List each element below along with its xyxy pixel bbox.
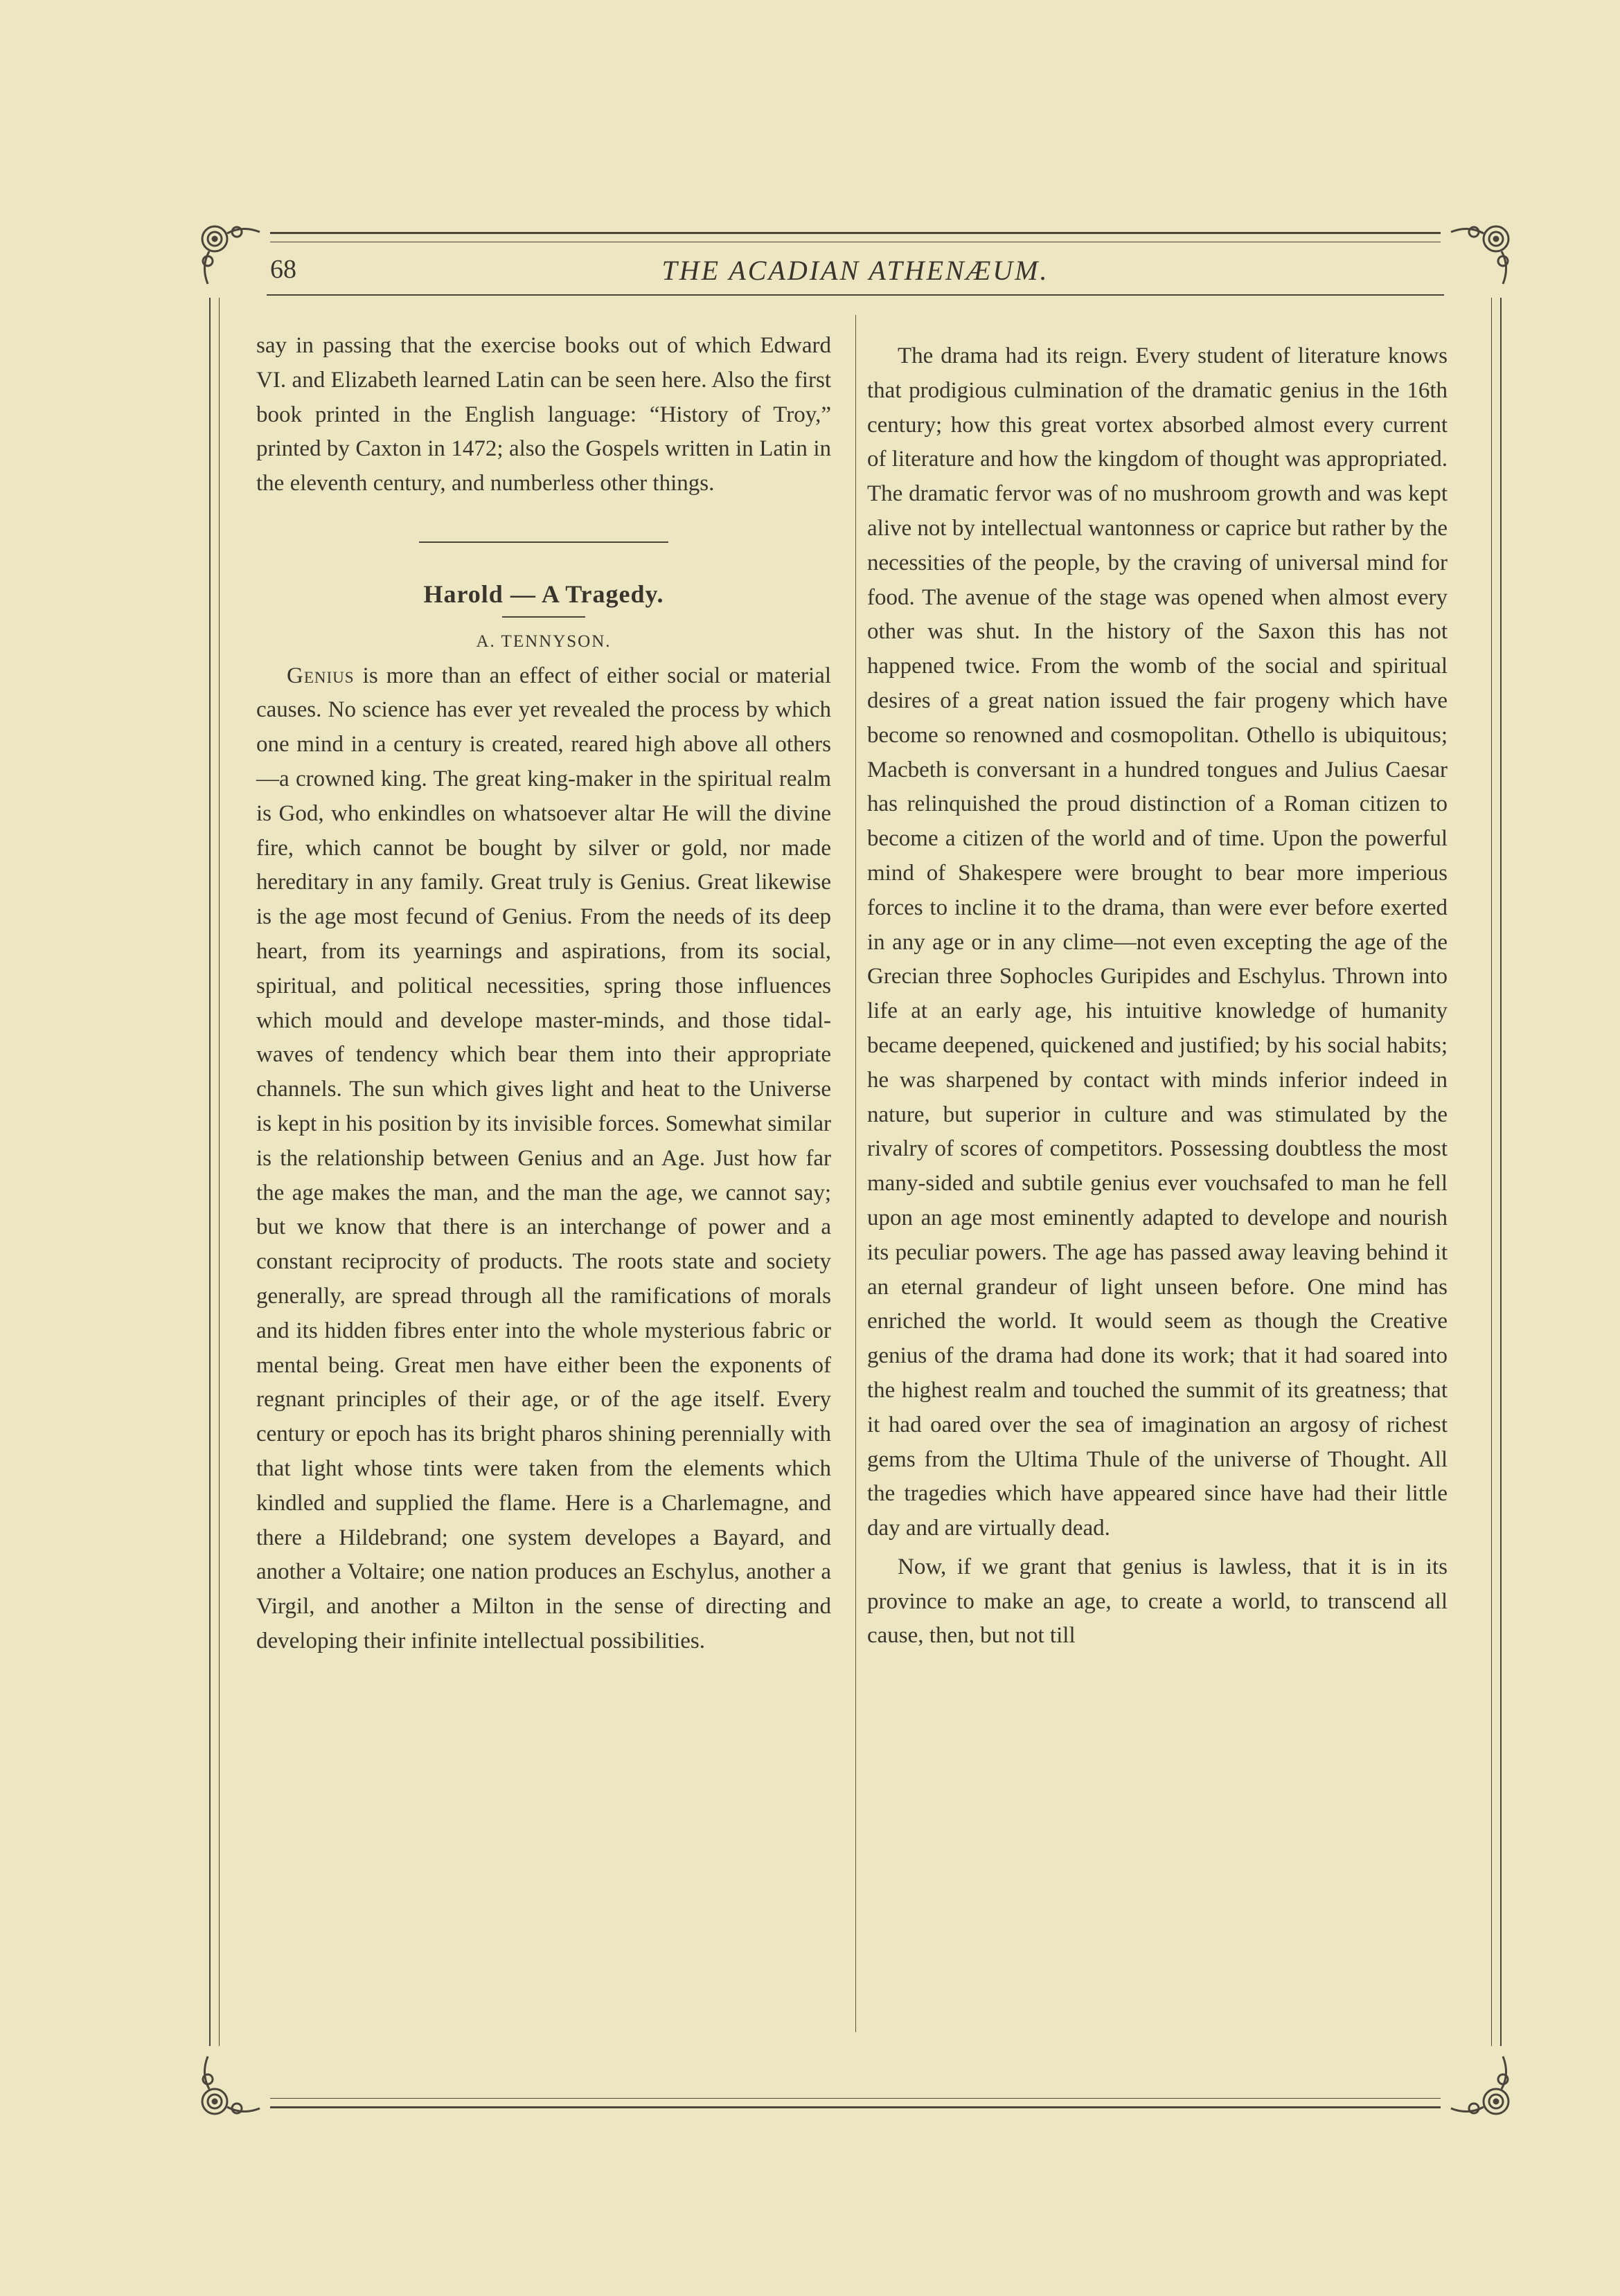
border-rule [1500, 298, 1502, 2046]
journal-title: THE ACADIAN ATHENÆUM. [661, 255, 1049, 286]
border-rule [270, 2098, 1441, 2099]
left-column [256, 329, 831, 1659]
article-paragraph: The drama had its reign. Every student of literature knows that prodigious culmination of the dramatic genius in the 16th century; how this great vortex absorbed almost every current of literature and how the kingdom of thought was appropriated. The dramatic fervor was of no mushroom growth and was kept alive not by intellectual wantonness or caprice but rather by the necessities of the people, by the craving of universal mind for food. The avenue of the stage was opened when almost every other was shut. In the history of the Saxon this has not happened twice. From the womb of the social and spiritual desires of a great nation issued the fair progeny which have become so renowned and cosmopolitan. Othello is ubiquitous; Macbeth is conversant in a hundred tongues and Julius Caesar has relinquished the proud distinction of a Roman citizen to become a citizen of the world and of time. Upon the powerful mind of Shakespere were brought to bear more imperious forces to incline it to the drama, than were ever before exerted in any age or in any clime—not even excepting the age of the Grecian three Sophocles Guripides and Eschylus. Thrown into life at an early age, his intuitive knowledge of humanity became deepened, quickened and justified; by his social habits; he was sharpened by contact with minds inferior indeed in nature, but superior in culture and was stimulated by the rivalry of scores of competitors. Possessing doubtless the most many-sided and subtile genius ever vouchsafed to man he fell upon an age most eminently adapted to develope and nourish its peculiar powers. The age has passed away leaving behind it an eternal grandeur of light unseen before. One mind has enriched the world. It would seem as though the Creative genius of the drama had done its work; that it had soared into the highest realm and touched the summit of its greatness; that it had oared over the sea of imagination an argosy of richest gems from the Ultima Thule of the universe of Thought. All the tragedies which have appeared since have had their little day and are virtually dead. [867, 343, 1448, 1541]
article-byline: A. TENNYSON. [476, 631, 612, 651]
column-divider [855, 315, 856, 2032]
border-rule [209, 298, 211, 2046]
ornament-corner-icon [1441, 2046, 1517, 2122]
border-rule [1491, 298, 1492, 2046]
border-rule [219, 298, 220, 2046]
ornament-corner-icon [194, 218, 270, 294]
section-divider [419, 541, 668, 543]
page-number: 68 [270, 255, 296, 284]
article-paragraph: Now, if we grant that genius is lawless, that it is in its province to make an age, to create a world, to transcend all cause, then, but not till [867, 1554, 1448, 1649]
ornament-corner-icon [1441, 218, 1517, 294]
header-rule [267, 294, 1444, 296]
title-underline [502, 616, 585, 618]
running-head [270, 254, 1441, 289]
ornament-corner-icon [194, 2046, 270, 2122]
article-paragraph [256, 659, 831, 1659]
drop-word: Genius [287, 663, 355, 688]
paragraph-text: is more than an effect of either social or material causes. No science has ever yet revealed the process by which one mind in a century is created, reared high above all others —a crowned king. The great king-maker in the spiritual realm is God, who enkindles on whatsoever altar He will the divine fire, which cannot be bought by silver or gold, nor made hereditary in any family. Great truly is Genius. Great likewise is the age most fecund of Genius. From the needs of its deep heart, from its yearnings and aspirations, from its social, spiritual, and political necessities, spring those influences which mould and develope master-minds, and those tidal-waves of tendency which bear them into their appropriate channels. The sun which gives light and heat to the Universe is kept in his position by its invisible forces. Somewhat similar is the relationship between Genius and an Age. Just how far the age makes the man, and the man the age, we cannot say; but we know that there is an interchange of power and a constant reciprocity of products. The roots state and society generally, are spread through all the ramifications of morals and its hidden fibres enter into the whole mysterious fabric or mental being. Great men have either been the exponents of regnant principles of their age, or of the age itself. Every century or epoch has its bright pharos shining perennially with that light whose tints were taken from the elements which kindled and supplied the flame. Here is a Charlemagne, and there a Hildebrand; one system developes a Bayard, and another a Voltaire; one nation produces an Eschylus, another a Virgil, and another a Milton in the sense of directing and developing their infinite intellectual possibilities. [256, 663, 831, 1653]
border-rule [270, 232, 1441, 234]
article-title: Harold — A Tragedy. [423, 580, 664, 608]
right-column [867, 339, 1448, 1653]
continued-paragraph: say in passing that the exercise books out of which Edward VI. and Elizabeth learned Latin can be seen here. Also the first book printed in the English language: “History of Troy,” printed by Caxton in 1472; also the Gospels written in Latin in the eleventh century, and numberless other things. [256, 333, 831, 496]
page-frame [201, 225, 1510, 2115]
border-rule [270, 2106, 1441, 2108]
